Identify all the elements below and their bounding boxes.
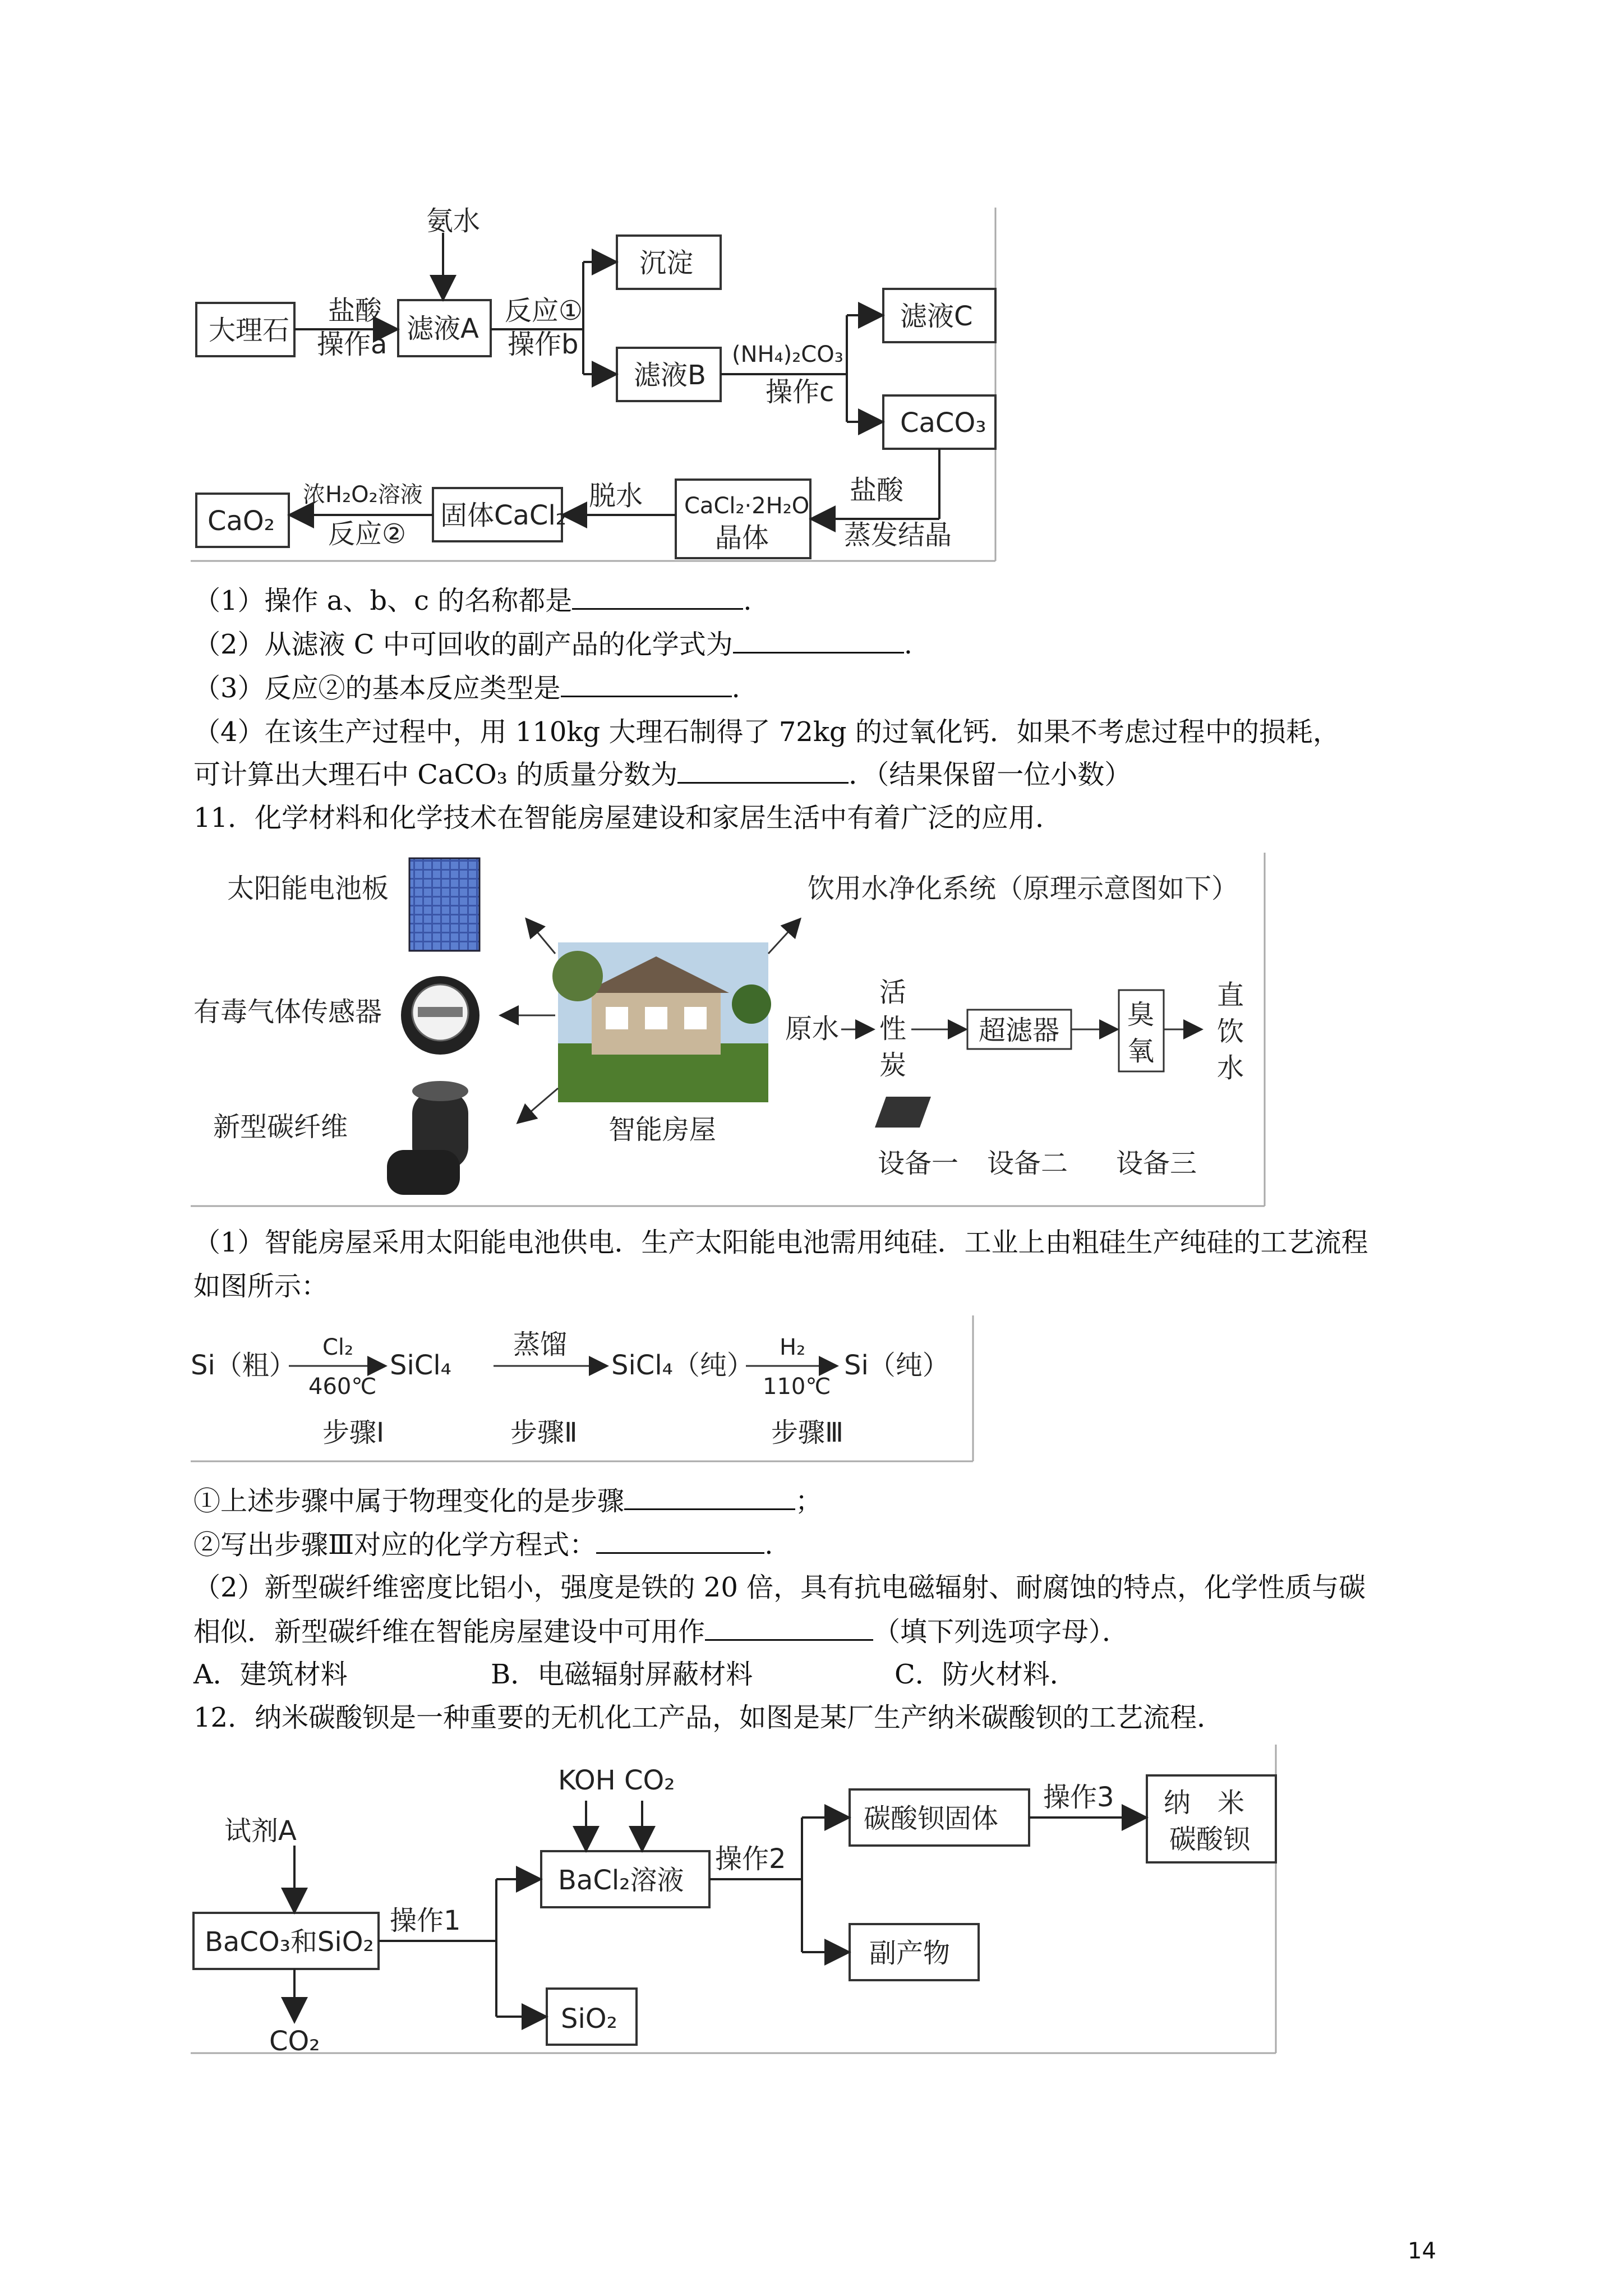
page-number: 14 — [1408, 2238, 1436, 2264]
gas-sensor-image — [401, 976, 479, 1055]
sio2-label: SiO₂ — [561, 2003, 617, 2035]
co2-label: CO₂ — [269, 2026, 320, 2057]
q11-p1-line-2: 如图所示： — [193, 1271, 329, 1302]
option-b: B．电磁辐射屏蔽材料 — [491, 1659, 753, 1690]
reagent-a-label: 试剂A — [224, 1815, 297, 1847]
ammonia-label: 氨水 — [426, 208, 481, 237]
sensor-label: 有毒气体传感器 — [193, 996, 382, 1028]
filtrate-a-label: 滤液A — [407, 313, 479, 344]
carbon-fiber-image — [387, 1081, 468, 1195]
op2-label: 操作2 — [715, 1843, 786, 1875]
precipitate-label: 沉淀 — [639, 247, 694, 279]
filtrate-b-label: 滤液B — [634, 360, 706, 391]
nh4co3-label: (NH₄)₂CO₃ — [732, 342, 843, 367]
koh-co2-label: KOH CO₂ — [558, 1765, 675, 1796]
q10-blank-4[interactable] — [677, 757, 849, 784]
option-c: C．防火材料． — [895, 1659, 1077, 1690]
q11-blank-3[interactable] — [705, 1614, 873, 1641]
fiber-label: 新型碳纤维 — [213, 1111, 348, 1143]
q11-s1-end: ； — [795, 1485, 823, 1517]
raw-water-label: 原水 — [785, 1013, 840, 1045]
op-a-label: 操作a — [317, 329, 388, 360]
h2o2-label: 浓H₂O₂溶液 — [303, 482, 423, 508]
h2-label: H₂ — [780, 1335, 806, 1360]
q10-l5-end: ．（结果保留一位小数） — [849, 759, 1132, 790]
step-3-label: 步骤Ⅲ — [771, 1417, 844, 1448]
step-2-label: 步骤Ⅱ — [510, 1417, 578, 1448]
cl2-label: Cl₂ — [322, 1335, 354, 1360]
solar-label: 太阳能电池板 — [227, 873, 389, 904]
reaction-1-label: 反应① — [505, 295, 583, 326]
step-1-label: 步骤Ⅰ — [322, 1417, 385, 1448]
q11-options-line — [193, 1658, 1077, 1691]
q10-line-3 — [193, 671, 740, 705]
nano-baco3-diagram — [191, 1745, 1279, 2059]
option-a: A．建筑材料 — [193, 1659, 348, 1690]
solar-panel-image — [409, 858, 479, 951]
q11-p2b-text: 相似．新型碳纤维在智能房屋建设中可用作 — [193, 1616, 706, 1648]
q11-s2-line — [193, 1527, 773, 1562]
q11-s2-text: ②写出步骤Ⅲ对应的化学方程式： — [193, 1529, 597, 1561]
q10-l1-end: . — [743, 585, 752, 616]
drink-char-1: 直 — [1217, 979, 1244, 1011]
reaction-2-label: 反应② — [328, 518, 407, 550]
op-c-label: 操作c — [766, 376, 834, 408]
op1-label: 操作1 — [390, 1905, 461, 1936]
house-label: 智能房屋 — [608, 1114, 717, 1145]
device-1-label: 设备一 — [878, 1148, 959, 1179]
filtrate-c-label: 滤液C — [900, 301, 973, 332]
q10-blank-2[interactable] — [733, 627, 904, 654]
sicl4-pure-label: SiCl₄（纯） — [611, 1350, 754, 1381]
nano-label-2: 碳酸钡 — [1169, 1824, 1251, 1855]
carbon-char-3: 炭 — [879, 1050, 907, 1081]
q11-p2-line-2 — [193, 1614, 1129, 1649]
q10-line-5 — [193, 757, 1131, 792]
drink-char-3: 水 — [1217, 1052, 1244, 1084]
op-b-label: 操作b — [508, 329, 579, 360]
q11-s2-end: . — [764, 1529, 773, 1561]
q11-s1-line — [193, 1484, 822, 1518]
marble-label: 大理石 — [209, 315, 290, 346]
byproduct-label: 副产物 — [869, 1938, 951, 1969]
q10-line-4: （4）在该生产过程中，用 110kg 大理石制得了 72kg 的过氧化钙．如果不考虑过程中的损耗， — [193, 716, 1340, 748]
q10-blank-1[interactable] — [572, 583, 743, 610]
ozone-char-1: 臭 — [1127, 999, 1155, 1030]
q11-s1-text: ①上述步骤中属于物理变化的是步骤 — [193, 1485, 625, 1517]
q10-l2-text: （2）从滤液 C 中可回收的副产品的化学式为 — [193, 629, 733, 660]
q10-l1-text: （1）操作 a、b、c 的名称都是 — [193, 585, 573, 616]
evap-label: 蒸发结晶 — [844, 519, 952, 551]
q11-blank-2[interactable] — [596, 1527, 764, 1554]
baco3-solid-label: 碳酸钡固体 — [864, 1803, 999, 1834]
temp-110: 110℃ — [763, 1374, 831, 1400]
smart-house-diagram — [191, 853, 1267, 1212]
q12-title: 12．纳米碳酸钡是一种重要的无机化工产品，如图是某厂生产纳米碳酸钡的工艺流程． — [193, 1702, 1224, 1733]
caco3-process-diagram — [191, 208, 998, 567]
q10-l5-text: 可计算出大理石中 CaCO₃ 的质量分数为 — [193, 759, 678, 790]
cacl2-crystal-label-2: 晶体 — [715, 522, 769, 554]
ozone-char-2: 氧 — [1127, 1036, 1155, 1067]
carbon-char-2: 性 — [879, 1013, 907, 1045]
water-system-label: 饮用水净化系统（原理示意图如下） — [808, 873, 1239, 904]
q11-title: 11．化学材料和化学技术在智能房屋建设和家居生活中有着广泛的应用． — [193, 802, 1063, 834]
carbon-char-1: 活 — [879, 977, 907, 1008]
q11-p1-line-1: （1）智能房屋采用太阳能电池供电．生产太阳能电池需用纯硅．工业上由粗硅生产纯硅的工艺流程 — [193, 1227, 1368, 1258]
bacl2-label: BaCl₂溶液 — [558, 1865, 684, 1896]
carbon-bed-image — [875, 1097, 931, 1128]
caco3-label: CaCO₃ — [900, 407, 986, 439]
si-pure-label: Si（纯） — [844, 1350, 949, 1381]
q11-p2-line-1: （2）新型碳纤维密度比铝小，强度是铁的 20 倍，具有抗电磁辐射、耐腐蚀的特点，化学性质与碳 — [193, 1572, 1366, 1603]
mix-label: BaCO₃和SiO₂ — [205, 1926, 374, 1958]
cao2-label: CaO₂ — [208, 505, 275, 537]
q11-p2b-end: （填下列选项字母）． — [873, 1616, 1129, 1648]
solid-cacl2-label: 固体CaCl₂ — [440, 500, 567, 531]
device-2-label: 设备二 — [987, 1148, 1068, 1179]
q10-l2-end: . — [903, 629, 913, 660]
q11-blank-1[interactable] — [624, 1484, 795, 1510]
hcl-label-1: 盐酸 — [328, 295, 382, 326]
q10-blank-3[interactable] — [561, 671, 732, 697]
distill-label: 蒸馏 — [513, 1329, 568, 1360]
q10-line-2 — [193, 627, 912, 661]
q10-l3-end: . — [731, 673, 740, 704]
drink-char-2: 饮 — [1217, 1016, 1244, 1047]
nano-label-1: 纳 米 — [1164, 1787, 1245, 1819]
temp-460: 460℃ — [308, 1374, 377, 1400]
q10-l3-text: （3）反应②的基本反应类型是 — [193, 673, 561, 704]
si-crude: Si（粗） — [191, 1350, 296, 1381]
q10-line-1 — [193, 583, 752, 618]
ultra-filter-label: 超滤器 — [979, 1015, 1060, 1046]
op3-label: 操作3 — [1043, 1782, 1114, 1813]
cacl2-crystal-label-1: CaCl₂·2H₂O — [684, 493, 810, 519]
house-image — [552, 942, 771, 1102]
sicl4-label: SiCl₄ — [390, 1350, 451, 1381]
silicon-process-diagram — [191, 1315, 976, 1467]
dehydrate-label: 脱水 — [589, 480, 643, 512]
hcl-label-2: 盐酸 — [850, 475, 904, 506]
device-3-label: 设备三 — [1116, 1148, 1197, 1179]
